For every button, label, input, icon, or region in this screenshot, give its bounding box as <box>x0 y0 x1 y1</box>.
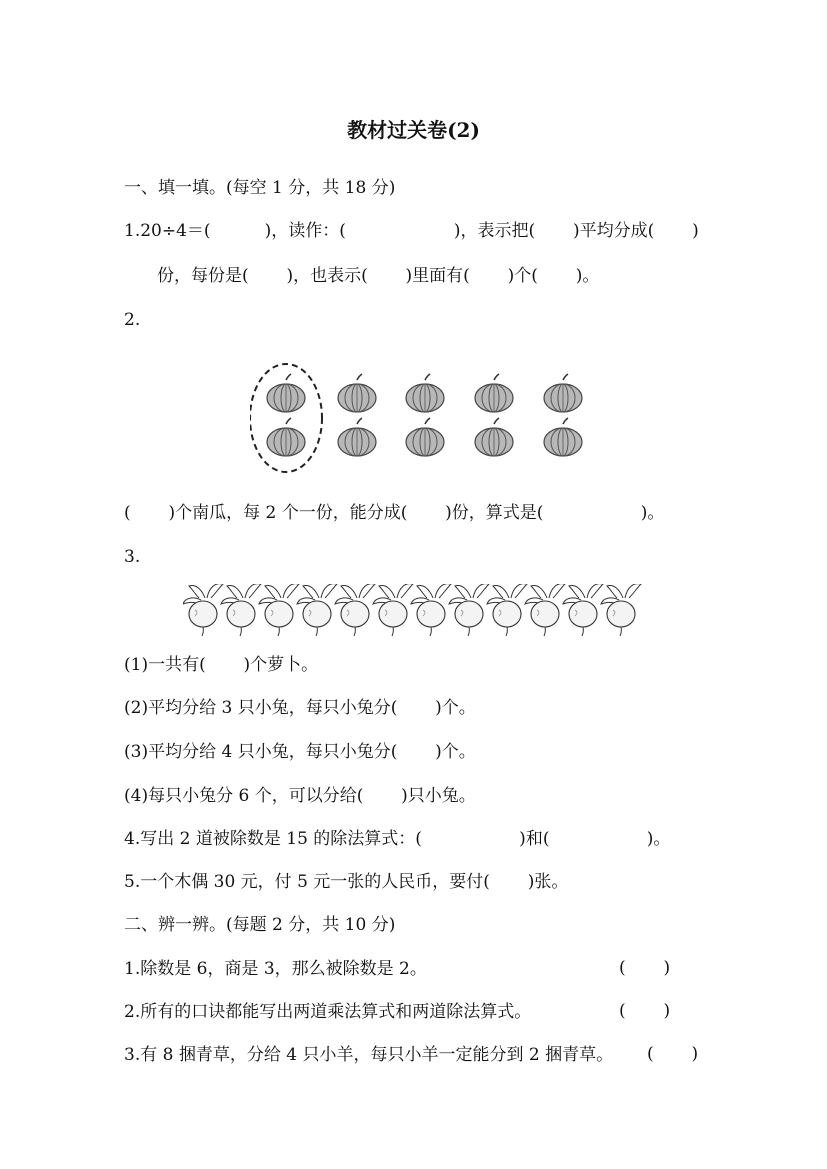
radish-icon <box>449 584 489 636</box>
s2-item-3-answer: ( ) <box>647 1044 699 1064</box>
q2-label: 2. <box>124 310 141 330</box>
section2-heading: 二、辨一辨。(每题 2 分，共 10 分) <box>124 915 396 935</box>
pumpkin-icon <box>338 374 376 412</box>
radish-icon <box>183 584 223 636</box>
radish-icon <box>297 584 337 636</box>
q5-line: 5.一个木偶 30 元，付 5 元一张的人民币，要付( )张。 <box>124 872 569 892</box>
s2-item-2-answer: ( ) <box>619 1001 671 1021</box>
q1-line1: 1.20÷4＝( )，读作：( )，表示把( )平均分成( ) <box>124 221 699 241</box>
pumpkin-icon <box>544 374 582 412</box>
pumpkin-icon <box>406 418 444 456</box>
pumpkin-icon <box>406 374 444 412</box>
q4-line: 4.写出 2 道被除数是 15 的除法算式：( )和( )。 <box>124 829 671 849</box>
page-title: 教材过关卷(2) <box>347 118 480 142</box>
radish-icon <box>525 584 565 636</box>
pumpkin-icon <box>475 418 513 456</box>
pumpkin-icon <box>475 374 513 412</box>
s2-item-3: 3.有 8 捆青草，分给 4 只小羊，每只小羊一定能分到 2 捆青草。 <box>124 1045 614 1065</box>
radish-icon <box>335 584 375 636</box>
s2-item-1-answer: ( ) <box>619 958 671 978</box>
radish-icon <box>221 584 261 636</box>
s2-item-1: 1.除数是 6，商是 3，那么被除数是 2。 <box>124 959 427 979</box>
radish-icon <box>373 584 413 636</box>
pumpkin-icon <box>338 418 376 456</box>
radish-figure <box>183 584 648 636</box>
section1-heading: 一、填一填。(每空 1 分，共 18 分) <box>124 178 396 198</box>
radish-icon <box>601 584 641 636</box>
q3-item-2: (2)平均分给 3 只小兔，每只小兔分( )个。 <box>124 698 476 718</box>
pumpkin-icon <box>544 418 582 456</box>
q3-item-1: (1)一共有( )个萝卜。 <box>124 655 319 675</box>
q3-label: 3. <box>124 547 141 567</box>
q3-item-4: (4)每只小兔分 6 个，可以分给( )只小兔。 <box>124 786 476 806</box>
radish-icon <box>259 584 299 636</box>
q1-line2: 份，每份是( )，也表示( )里面有( )个( )。 <box>157 266 600 286</box>
s2-item-2: 2.所有的口诀都能写出两道乘法算式和两道除法算式。 <box>124 1002 532 1022</box>
pumpkin-icon <box>267 374 305 412</box>
q2-line: ( )个南瓜，每 2 个一份，能分成( )份，算式是( )。 <box>124 503 665 523</box>
radish-icon <box>563 584 603 636</box>
radish-icon <box>487 584 527 636</box>
radish-icon <box>411 584 451 636</box>
pumpkin-figure <box>250 362 590 478</box>
pumpkin-icon <box>267 418 305 456</box>
q3-item-3: (3)平均分给 4 只小兔，每只小兔分( )个。 <box>124 742 476 762</box>
